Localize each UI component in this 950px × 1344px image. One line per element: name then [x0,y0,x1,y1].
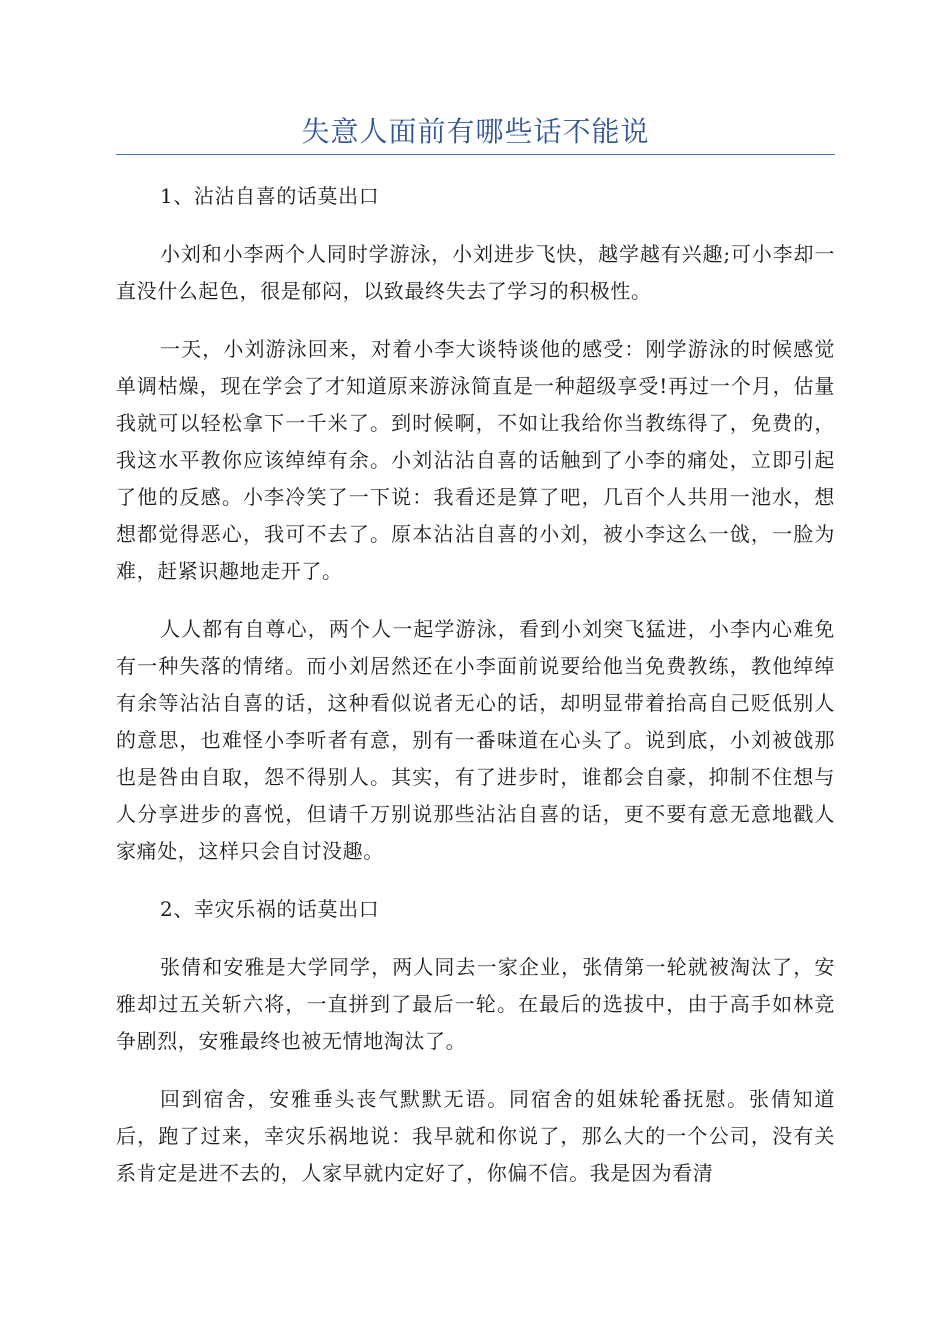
paragraph: 一天，小刘游泳回来，对着小李大谈特谈他的感受：刚学游泳的时候感觉单调枯燥，现在学会了才知道原来游泳简直是一种超级享受!再过一个月，估量我就可以轻松拿下一千米了。到时候啊，不如让我给你当教练得了，免费的，我这水平教你应该绰绰有余。小刘沾沾自喜的话触到了小李的痛处，立即引起了他的反感。小李冷笑了一下说：我看还是算了吧，几百个人共用一池水，想想都觉得恶心，我可不去了。原本沾沾自喜的小刘，被小李这么一戗，一脸为难，赶紧识趣地走开了。 [116,337,835,583]
section-heading-1: 1、沾沾自喜的话莫出口 [160,184,380,208]
document-title: 失意人面前有哪些话不能说 [301,115,650,148]
document-body [116,178,835,1213]
section-heading-2: 2、幸灾乐祸的话莫出口 [160,897,380,921]
paragraph: 人人都有自尊心，两个人一起学游泳，看到小刘突飞猛进，小李内心难免有一种失落的情绪。而小刘居然还在小李面前说要给他当免费教练，教他绰绰有余等沾沾自喜的话，这种看似说者无心的话，却明显带着抬高自己贬低别人的意思，也难怪小李听者有意，别有一番味道在心头了。说到底，小刘被戗那也是咎由自取，怨不得别人。其实，有了进步时，谁都会自豪，抑制不住想与人分享进步的喜悦，但请千万别说那些沾沾自喜的话，更不要有意无意地戳人家痛处，这样只会自讨没趣。 [116,617,835,863]
paragraph: 张倩和安雅是大学同学，两人同去一家企业，张倩第一轮就被淘汰了，安雅却过五关斩六将，一直拼到了最后一轮。在最后的选拔中，由于高手如林竞争剧烈，安雅最终也被无情地淘汰了。 [116,955,835,1053]
title-underline [116,154,835,155]
paragraph: 小刘和小李两个人同时学游泳，小刘进步飞快，越学越有兴趣;可小李却一直没什么起色，很是郁闷，以致最终失去了学习的积极性。 [116,242,835,303]
paragraph: 回到宿舍，安雅垂头丧气默默无语。同宿舍的姐妹轮番抚慰。张倩知道后，跑了过来，幸灾乐祸地说：我早就和你说了，那么大的一个公司，没有关系肯定是进不去的，人家早就内定好了，你偏不信。我是因为看清 [116,1087,835,1185]
